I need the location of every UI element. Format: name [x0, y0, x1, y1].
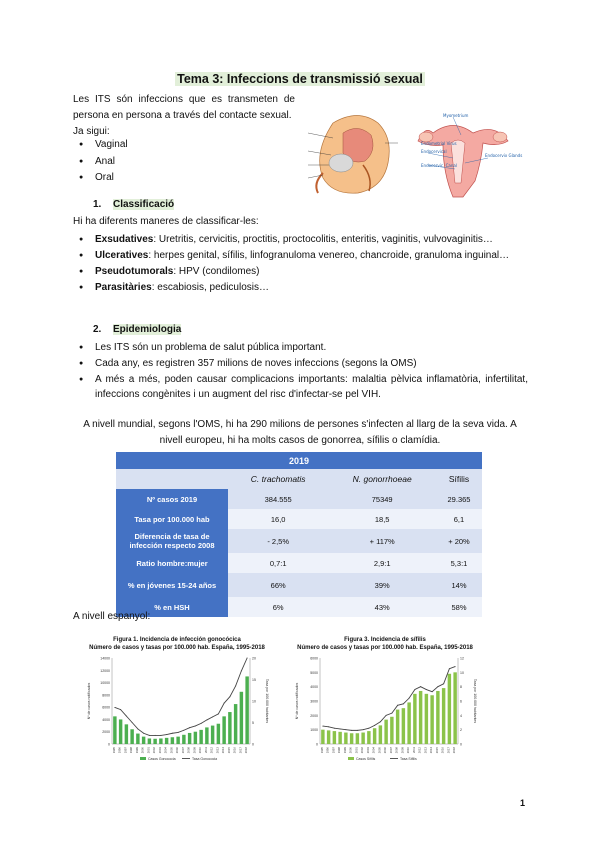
male-sagittal-diagram — [308, 116, 398, 194]
x-tick-label: 2000 — [140, 747, 145, 754]
pelvic-anatomy-image — [303, 103, 523, 199]
y2-tick-label: 6 — [460, 699, 462, 704]
list-item: ● Les ITS són un problema de salut pública important. — [73, 340, 528, 355]
row-label: Ratio hombre:mujer — [116, 553, 228, 573]
x-tick-label: 2013 — [215, 747, 220, 754]
list-item — [73, 248, 528, 263]
bar — [321, 730, 324, 744]
y2-tick-label: 4 — [460, 713, 462, 718]
line-point — [420, 686, 421, 687]
line-point — [224, 703, 225, 704]
row-label: Nº casos 2019 — [116, 489, 228, 509]
x-tick-label: 1998 — [129, 747, 134, 754]
table-cell: 39% — [328, 573, 436, 597]
gonorrhea-chart — [82, 652, 272, 764]
table-cell: 2,9:1 — [328, 553, 436, 573]
legend-swatch — [348, 757, 354, 760]
y2-tick-label: 12 — [460, 656, 464, 661]
bar — [430, 695, 433, 744]
line-point — [218, 713, 219, 714]
figure-gonorrhea — [82, 636, 272, 764]
legend-label: Tasa Sífilis — [400, 757, 417, 761]
bar — [240, 692, 243, 744]
x-tick-label: 2006 — [383, 747, 388, 754]
line-point — [189, 727, 190, 728]
x-tick-label: 2014 — [221, 747, 226, 754]
table-cell: 58% — [436, 597, 482, 617]
list-term: Ulceratives — [95, 250, 149, 261]
bar — [159, 738, 162, 744]
y-tick-label: 12000 — [100, 668, 110, 673]
anatomy-label: Endometrial Virus — [421, 141, 457, 146]
line-point — [328, 726, 329, 727]
bar — [136, 734, 139, 744]
y-tick-label: 0 — [316, 742, 318, 747]
page-number: 1 — [520, 798, 526, 808]
y2-tick-label: 10 — [460, 670, 464, 675]
intro-line: persona en persona a través del contacte sexual. — [73, 110, 292, 121]
world-paragraph — [60, 417, 540, 449]
bar — [367, 731, 370, 744]
line-point — [345, 729, 346, 730]
bar — [379, 725, 382, 744]
bar — [419, 691, 422, 744]
bar — [176, 737, 179, 744]
bar — [373, 728, 376, 744]
x-tick-label: 2011 — [411, 747, 416, 754]
epidemiology-list — [73, 340, 528, 403]
page-title: Tema 3: Infeccions de transmissió sexual — [177, 72, 423, 86]
section-title: Classificació — [113, 199, 175, 210]
bar — [148, 738, 151, 744]
list-text: : HPV (condilomes) — [173, 266, 260, 277]
x-tick-label: 2003 — [365, 747, 370, 754]
table-cell: 16,0 — [228, 509, 328, 529]
line-point — [241, 670, 242, 671]
line-point — [432, 691, 433, 692]
spain-label: A nivell espanyol: — [73, 611, 151, 622]
x-tick-label: 2004 — [371, 747, 376, 754]
table-cell: 75349 — [328, 489, 436, 509]
line-point — [340, 728, 341, 729]
y2-tick-label: 15 — [252, 678, 256, 682]
bar — [119, 719, 122, 744]
table-cell: + 20% — [436, 529, 482, 553]
row-label: Tasa por 100.000 hab — [116, 509, 228, 529]
line-point — [368, 728, 369, 729]
line-point — [172, 733, 173, 734]
line-point — [391, 713, 392, 714]
bar — [194, 732, 197, 744]
x-tick-label: 2012 — [417, 747, 422, 754]
line-point — [397, 705, 398, 706]
y2-tick-label: 0 — [460, 742, 462, 747]
y2-tick-label: 20 — [252, 656, 256, 661]
y2-tick-label: 5 — [252, 721, 254, 725]
x-tick-label: 2017 — [446, 747, 451, 754]
y-tick-label: 0 — [108, 742, 110, 747]
list-item: ● Oral — [73, 170, 273, 186]
line-point — [143, 733, 144, 734]
bar — [361, 733, 364, 744]
bar — [390, 717, 393, 744]
y-tick-label: 8000 — [102, 693, 110, 698]
line-point — [229, 696, 230, 697]
x-tick-label: 2014 — [429, 747, 434, 754]
x-tick-label: 2005 — [377, 747, 382, 754]
bar — [338, 732, 341, 744]
bar — [448, 674, 451, 744]
column-header: C. trachomatis — [228, 469, 328, 489]
bar — [222, 716, 225, 744]
table-row — [116, 573, 482, 597]
line-point — [137, 728, 138, 729]
row-label: % en jóvenes 15-24 años — [116, 573, 228, 597]
table-cell: 5,3:1 — [436, 553, 482, 573]
x-tick-label: 2016 — [232, 747, 237, 754]
x-tick-label: 2006 — [175, 747, 180, 754]
section-heading — [93, 199, 174, 210]
y-tick-label: 4000 — [310, 685, 318, 690]
section-heading — [93, 324, 181, 335]
table-cell: 0,7:1 — [228, 553, 328, 573]
anatomy-label: Myometrium — [443, 113, 469, 118]
line-point — [380, 721, 381, 722]
table-cell: 384.555 — [228, 489, 328, 509]
y-tick-label: 6000 — [310, 656, 318, 661]
line-point — [386, 715, 387, 716]
table-cell: 6% — [228, 597, 328, 617]
line-point — [235, 685, 236, 686]
legend-label: Casos Sífilis — [356, 757, 376, 761]
bar — [153, 739, 156, 744]
line-point — [149, 735, 150, 736]
x-tick-label: 2015 — [434, 747, 439, 754]
row-label: % en HSH — [116, 597, 228, 617]
y-tick-label: 14000 — [100, 656, 110, 661]
x-tick-label: 2005 — [169, 747, 174, 754]
line-point — [363, 729, 364, 730]
table-row — [116, 489, 482, 509]
line-point — [132, 722, 133, 723]
list-item — [73, 232, 528, 247]
bar — [171, 737, 174, 744]
line-point — [449, 668, 450, 669]
section-intro: Hi ha diferents maneres de classificar-les: — [73, 216, 259, 227]
bar — [327, 730, 330, 744]
bar — [344, 733, 347, 744]
table-cell: 66% — [228, 573, 328, 597]
bar — [205, 727, 208, 744]
y2-axis-label: Tasa por 100.000 habitantes — [265, 678, 269, 724]
list-term: Exsudatives — [95, 234, 154, 245]
list-item — [73, 264, 528, 279]
section-number: 2. — [93, 324, 102, 335]
x-tick-label: 2002 — [360, 747, 365, 754]
bar — [442, 688, 445, 744]
list-item: ● Vaginal — [73, 137, 273, 153]
column-header: Sífilis — [436, 469, 482, 489]
line-point — [195, 725, 196, 726]
bar — [211, 726, 214, 744]
series-line — [115, 658, 247, 735]
x-tick-label: 2008 — [186, 747, 191, 754]
x-tick-label: 2010 — [406, 747, 411, 754]
bar — [217, 724, 220, 744]
bar — [165, 738, 168, 744]
x-tick-label: 2007 — [180, 747, 185, 754]
bar — [356, 733, 359, 744]
bar — [130, 729, 133, 744]
bar — [333, 731, 336, 744]
y2-tick-label: 10 — [252, 699, 256, 704]
x-tick-label: 2017 — [238, 747, 243, 754]
list-item: ● A més a més, poden causar complicacions importants: malaltia pèlvica inflamatòria, infertilitat, infeccions congènites i un augment del risc d'infectar-se pel VIH. — [73, 372, 528, 402]
line-point — [183, 730, 184, 731]
list-term: Pseudotumorals — [95, 266, 174, 277]
bar — [125, 724, 128, 744]
x-tick-label: 1995 — [111, 747, 116, 754]
line-point — [426, 689, 427, 690]
anatomy-label: Endocervical — [421, 149, 447, 154]
table-row — [116, 509, 482, 529]
line-point — [114, 707, 115, 708]
y-tick-label: 2000 — [310, 713, 318, 718]
line-point — [443, 683, 444, 684]
line-point — [334, 728, 335, 729]
x-tick-label: 2018 — [244, 747, 249, 754]
world-line: nivell europeu, hi ha molts casos de gonorrea, sífilis o clamídia. — [159, 435, 441, 446]
figure-title: Figura 3. Incidencia de sífilis — [344, 637, 426, 643]
epidemiology-table — [116, 452, 482, 617]
bar — [188, 733, 191, 744]
list-item — [73, 280, 528, 295]
x-tick-label: 2001 — [354, 747, 359, 754]
y-tick-label: 3000 — [310, 699, 318, 704]
line-point — [120, 709, 121, 710]
x-tick-label: 1995 — [319, 747, 324, 754]
intro-line: Les ITS són infeccions que es transmeten de — [73, 94, 295, 105]
table-row — [116, 553, 482, 573]
bar — [142, 737, 145, 744]
line-point — [351, 730, 352, 731]
column-header: N. gonorrhoeae — [328, 469, 436, 489]
x-tick-label: 2010 — [198, 747, 203, 754]
table-row — [116, 597, 482, 617]
x-tick-label: 2004 — [163, 747, 168, 754]
bar — [234, 704, 237, 744]
x-tick-label: 1999 — [134, 747, 139, 754]
table-cell: 6,1 — [436, 509, 482, 529]
list-item: ● Cada any, es registren 357 milions de noves infeccions (segons la OMS) — [73, 356, 528, 371]
line-point — [178, 732, 179, 733]
bar — [384, 720, 387, 744]
anatomy-label: Endocervic. Canal — [421, 163, 457, 168]
line-point — [322, 726, 323, 727]
x-tick-label: 2001 — [146, 747, 151, 754]
line-point — [126, 716, 127, 717]
x-tick-label: 2000 — [348, 747, 353, 754]
y2-tick-label: 0 — [252, 742, 254, 747]
x-tick-label: 2007 — [388, 747, 393, 754]
x-tick-label: 2013 — [423, 747, 428, 754]
line-point — [160, 735, 161, 736]
table-cell: + 117% — [328, 529, 436, 553]
y-tick-label: 4000 — [102, 717, 110, 722]
line-point — [409, 698, 410, 699]
line-point — [206, 719, 207, 720]
line-point — [437, 686, 438, 687]
y-axis-label: Nº de casos notificados — [295, 682, 299, 720]
list-text: : Uretritis, cervicitis, proctitis, proctocolitis, enteritis, vaginitis, vulvovaginitis… — [153, 234, 493, 245]
bar — [245, 676, 248, 744]
line-point — [455, 666, 456, 667]
table-cell: 18,5 — [328, 509, 436, 529]
y-axis-label: Nº de casos notificados — [87, 682, 91, 720]
row-label: Diferencia de tasa de infección respecto 2008 — [116, 529, 228, 553]
section-title: Epidemiologia — [113, 324, 182, 335]
bar — [402, 708, 405, 744]
table-corner — [116, 469, 228, 489]
syphilis-chart — [290, 652, 480, 764]
line-point — [201, 723, 202, 724]
bar — [413, 694, 416, 744]
table-cell: - 2,5% — [228, 529, 328, 553]
line-point — [414, 689, 415, 690]
line-point — [357, 730, 358, 731]
section-number: 1. — [93, 199, 102, 210]
x-tick-label: 2015 — [226, 747, 231, 754]
bar — [182, 735, 185, 744]
line-point — [155, 735, 156, 736]
x-tick-label: 1996 — [117, 747, 122, 754]
y-tick-label: 6000 — [102, 705, 110, 710]
x-tick-label: 1996 — [325, 747, 330, 754]
figure-syphilis — [290, 636, 480, 764]
bar — [436, 691, 439, 744]
bar — [396, 710, 399, 744]
figure-title: Figura 1. Incidencia de infección gonocócica — [113, 637, 241, 643]
x-tick-label: 2003 — [157, 747, 162, 754]
intro-paragraph — [73, 92, 295, 140]
legend-label: Tasa Gonococia — [192, 757, 218, 761]
x-tick-label: 2012 — [209, 747, 214, 754]
y2-tick-label: 2 — [460, 728, 462, 733]
bar — [228, 712, 231, 744]
intro-line: Ja sigui: — [73, 126, 110, 137]
list-term: Parasitàries — [95, 282, 152, 293]
bar — [350, 733, 353, 744]
y-tick-label: 2000 — [102, 730, 110, 735]
x-tick-label: 2011 — [203, 747, 208, 754]
list-text: : escabiosis, pediculosis… — [151, 282, 269, 293]
bar — [425, 694, 428, 744]
x-tick-label: 1997 — [331, 747, 336, 754]
y2-axis-label: Tasa por 100.000 habitantes — [473, 678, 477, 724]
x-tick-label: 2018 — [452, 747, 457, 754]
routes-list — [73, 137, 273, 187]
figure-subtitle: Número de casos y tasas por 100.000 hab. España, 1995-2018 — [89, 645, 265, 651]
list-item: ● Anal — [73, 154, 273, 170]
list-text: : herpes genital, sífilis, linfogranuloma venereo, chancroide, granuloma inguinal… — [148, 250, 510, 261]
anatomy-label: Endocervix Glands — [485, 153, 523, 158]
bar — [453, 672, 456, 744]
classification-list — [73, 232, 528, 296]
line-point — [403, 703, 404, 704]
line-point — [247, 658, 248, 659]
line-point — [166, 734, 167, 735]
anatomy-illustrations — [303, 103, 523, 199]
table-cell: 43% — [328, 597, 436, 617]
x-tick-label: 2009 — [400, 747, 405, 754]
legend-label: Casos Gonococia — [148, 757, 176, 761]
bar — [199, 730, 202, 744]
x-tick-label: 1998 — [337, 747, 342, 754]
x-tick-label: 1999 — [342, 747, 347, 754]
table-cell: 29.365 — [436, 489, 482, 509]
series-line — [323, 667, 455, 731]
y-tick-label: 1000 — [310, 728, 318, 733]
x-tick-label: 2016 — [440, 747, 445, 754]
y2-tick-label: 8 — [460, 685, 462, 690]
legend-swatch — [140, 757, 146, 760]
y-tick-label: 10000 — [100, 681, 110, 686]
table-cell: 14% — [436, 573, 482, 597]
x-tick-label: 2002 — [152, 747, 157, 754]
bar — [113, 716, 116, 744]
line-point — [212, 716, 213, 717]
x-tick-label: 2009 — [192, 747, 197, 754]
bar — [407, 702, 410, 744]
table-row — [116, 529, 482, 553]
figure-subtitle: Número de casos y tasas por 100.000 hab. España, 1995-2018 — [297, 645, 473, 651]
data-table — [116, 452, 482, 617]
x-tick-label: 1997 — [123, 747, 128, 754]
line-point — [374, 725, 375, 726]
table-year: 2019 — [116, 452, 482, 469]
world-line: A nivell mundial, segons l'OMS, hi ha 290 milions de persones s'infecten al llarg de la seva vida. A — [83, 419, 517, 430]
x-tick-label: 2008 — [394, 747, 399, 754]
y-tick-label: 5000 — [310, 670, 318, 675]
